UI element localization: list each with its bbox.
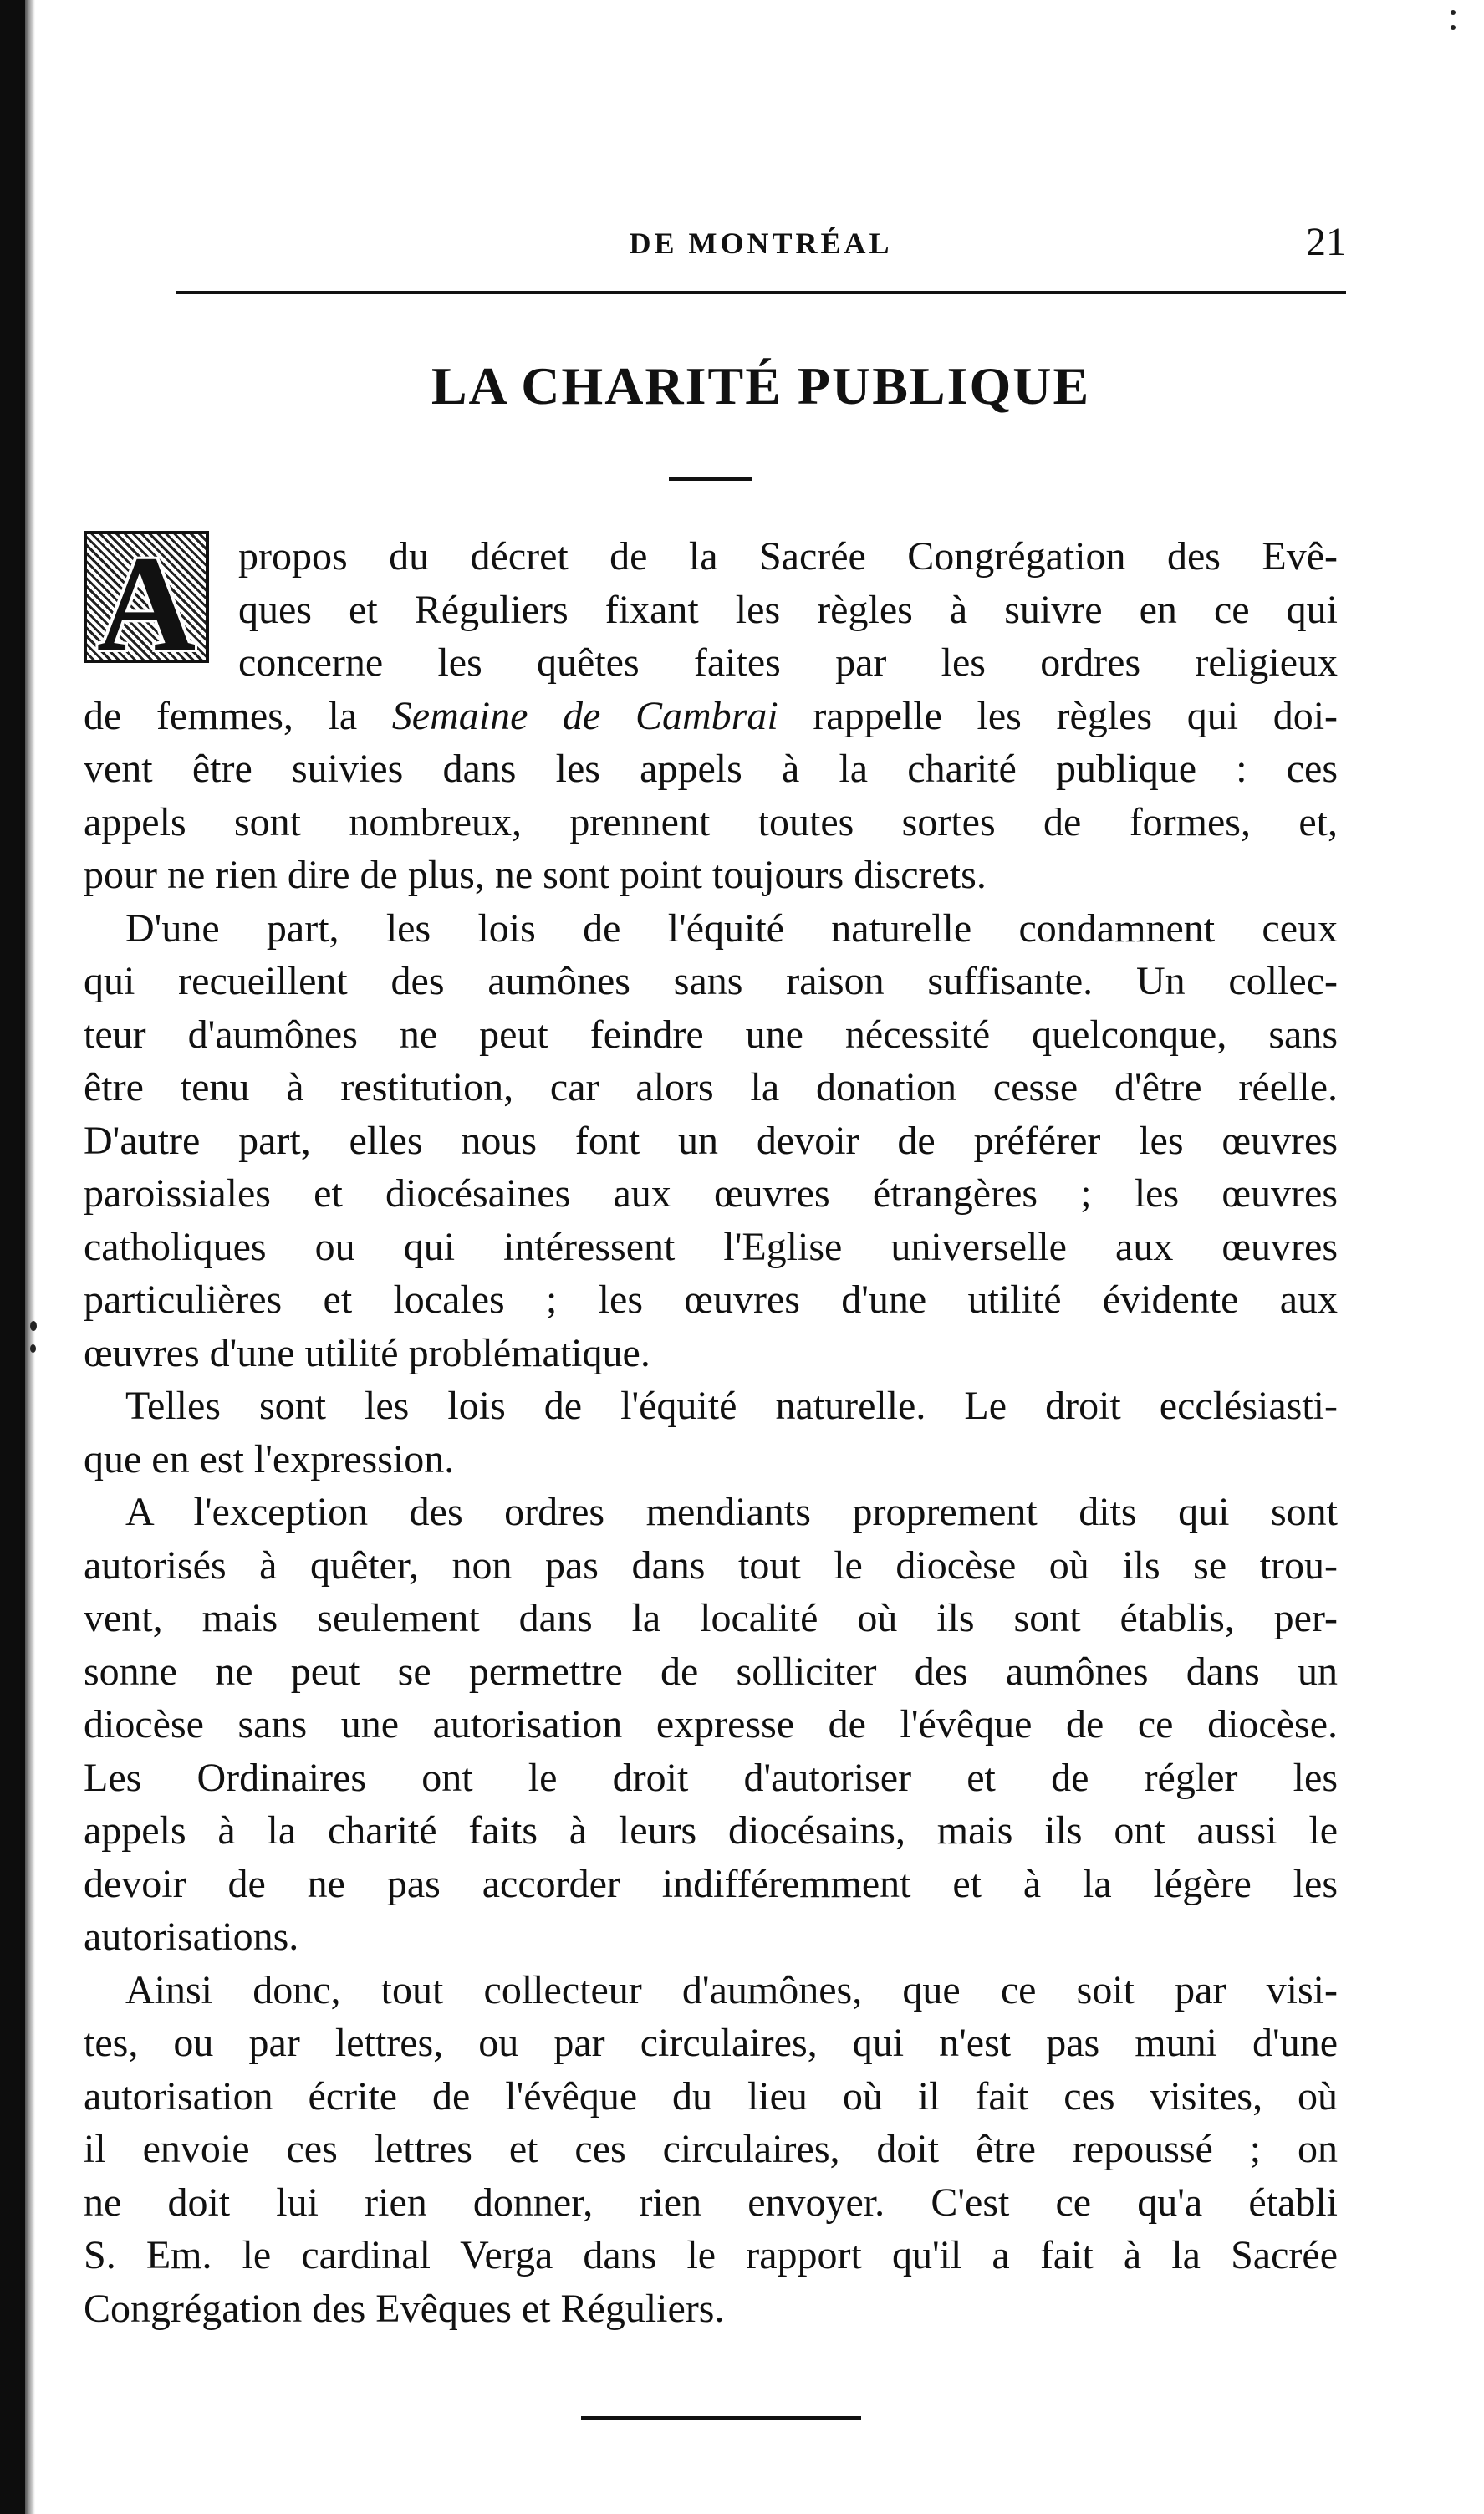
text-line: A l'exception des ordres mendiants proprement dits qui sont: [125, 1490, 1338, 1534]
text-line: œuvres d'une utilité problématique.: [84, 1330, 650, 1375]
text-run: rappelle les règles qui doi-: [778, 693, 1339, 738]
text-line: paroissiales et diocésaines aux œuvres étrangères ; les œuvres: [84, 1171, 1338, 1216]
header-rule: [176, 291, 1346, 294]
binding-shadow: [25, 0, 35, 2514]
text-line: appels sont nombreux, prennent toutes sortes de formes, et,: [84, 799, 1338, 844]
page-number: 21: [1306, 220, 1346, 264]
text-line: être tenu à restitution, car alors la donation cesse d'être réelle.: [84, 1065, 1338, 1109]
text-line: D'une part, les lois de l'équité naturelle condamnent ceux: [125, 905, 1338, 951]
text-line: catholiques ou qui intéressent l'Eglise universelle aux œuvres: [84, 1224, 1338, 1269]
drop-cap-ornament: [84, 531, 209, 663]
article-title: LA CHARITÉ PUBLIQUE: [431, 356, 1091, 416]
text-line: il envoie ces lettres et ces circulaires, doit être repoussé ; on: [84, 2127, 1338, 2171]
text-line: concerne les quêtes faites par les ordres religieux: [238, 640, 1338, 685]
text-line: autorisations.: [84, 1915, 299, 1959]
text-line: tes, ou par lettres, ou par circulaires, qui n'est pas muni d'une: [84, 2021, 1338, 2065]
binding-edge: [0, 0, 25, 2514]
text-line: pour ne rien dire de plus, ne sont point toujours discrets.: [84, 853, 987, 897]
text-line: sonne ne peut se permettre de solliciter des aumônes dans un: [84, 1649, 1338, 1694]
text-run: de femmes, la: [84, 693, 392, 738]
drop-cap-letter: A: [96, 531, 196, 663]
text-line: appels à la charité faits à leurs diocésains, mais ils ont aussi le: [84, 1808, 1338, 1853]
publication-title: Semaine de Cambrai: [391, 693, 778, 738]
text-line: Congrégation des Evêques et Réguliers.: [84, 2286, 725, 2331]
end-rule: [581, 2416, 861, 2420]
ink-speck: [30, 1321, 37, 1331]
text-line: Ainsi donc, tout collecteur d'aumônes, que ce soit par visi-: [125, 1967, 1338, 2012]
title-rule: [669, 477, 752, 481]
text-line: D'autre part, elles nous font un devoir de préférer les œuvres: [84, 1118, 1338, 1163]
running-title: DE MONTRÉAL: [629, 227, 893, 260]
ink-speck: [1451, 10, 1456, 15]
text-line: que en est l'expression.: [84, 1436, 455, 1481]
text-line: autorisés à quêter, non pas dans tout le diocèse où ils se trou-: [84, 1543, 1338, 1588]
text-line: ne doit lui rien donner, rien envoyer. C'est ce qu'a établi: [84, 2180, 1338, 2225]
text-line: S. Em. le cardinal Verga dans le rapport qu'il a fait à la Sacrée: [84, 2233, 1338, 2277]
ink-speck: [30, 1344, 36, 1353]
ink-speck: [1451, 25, 1456, 30]
text-line: Telles sont les lois de l'équité naturelle. Le droit ecclésiasti-: [125, 1384, 1338, 1428]
text-line: vent être suivies dans les appels à la charité publique : ces: [84, 747, 1338, 791]
text-line: teur d'aumônes ne peut feindre une nécessité quelconque, sans: [84, 1012, 1338, 1057]
text-line: devoir de ne pas accorder indifféremment et à la légère les: [84, 1861, 1338, 1906]
text-line: ques et Réguliers fixant les règles à suivre en ce qui: [238, 587, 1338, 632]
text-line: [84, 691, 1338, 742]
text-line: particulières et locales ; les œuvres d'une utilité évidente aux: [84, 1277, 1338, 1322]
text-line: propos du décret de la Sacrée Congrégation des Evê-: [238, 534, 1338, 579]
text-line: diocèse sans une autorisation expresse de l'évêque de ce diocèse.: [84, 1702, 1338, 1747]
text-line: Les Ordinaires ont le droit d'autoriser et de régler les: [84, 1755, 1338, 1800]
text-line: autorisation écrite de l'évêque du lieu où il fait ces visites, où: [84, 2073, 1338, 2119]
running-header: [176, 219, 1346, 269]
text-line: qui recueillent des aumônes sans raison suffisante. Un collec-: [84, 959, 1338, 1003]
text-line: vent, mais seulement dans la localité où ils sont établis, per-: [84, 1596, 1338, 1640]
